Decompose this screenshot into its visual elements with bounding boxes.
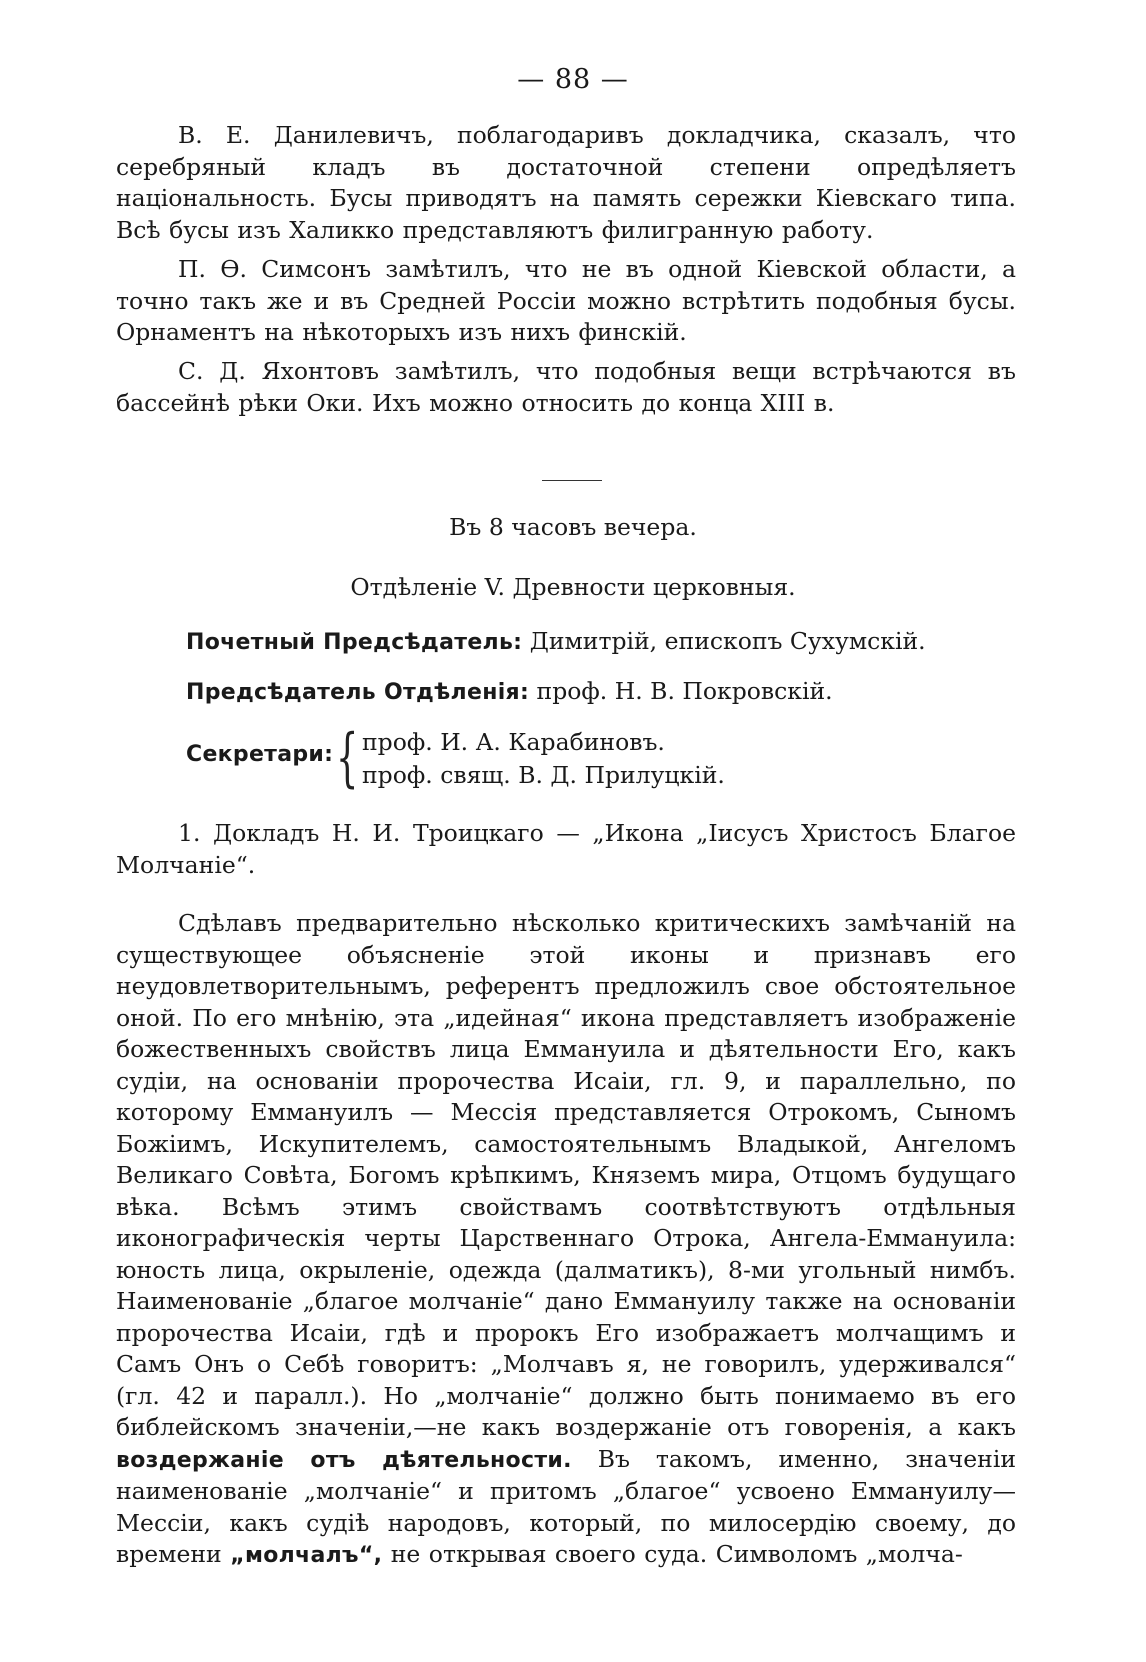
- report-body-part2: Въ такомъ, именно, значеніи наименованіе „молчаніе“ и притомъ „благое“ усвоено Еммануилу—Мессіи, какъ судіѣ народовъ, который, по милосердію своему, до времени: [116, 1444, 1016, 1568]
- secretaries-label: Секретари:: [186, 742, 334, 767]
- honorary-chair-name: Димитрій, епископъ Сухумскій.: [529, 627, 926, 655]
- paragraph-yakhontov: [116, 356, 1016, 419]
- chair-name: проф. Н. В. Покровскій.: [536, 677, 833, 705]
- report-body-emphasis-2: „молчалъ“,: [230, 1543, 383, 1568]
- section-heading: Отдѣленіе V. Древности церковныя.: [350, 573, 796, 601]
- report-body: [116, 908, 1016, 1572]
- session-time: Въ 8 часовъ вечера.: [449, 513, 697, 541]
- paragraph-simson: [116, 254, 1016, 349]
- page-number: — 88 —: [517, 64, 629, 95]
- paragraph-text: П. Ѳ. Симсонъ замѣтилъ, что не въ одной Кіевской области, а точно такъ же и въ Средней Россіи можно встрѣтить подобныя бусы. Орнаментъ на нѣкоторыхъ изъ нихъ финскій.: [116, 255, 1016, 346]
- report-body-part3: не открывая своего суда. Символомъ „молча-: [390, 1540, 963, 1568]
- brace-icon: {: [336, 721, 359, 795]
- secretary-name: проф. И. А. Карабиновъ.: [362, 728, 665, 756]
- secretary-name: проф. свящ. В. Д. Прилуцкій.: [362, 761, 725, 789]
- chair-label: Предсѣдатель Отдѣленія:: [186, 680, 530, 705]
- paragraph-text: В. Е. Данилевичъ, поблагодаривъ докладчика, сказалъ, что серебряный кладъ въ достаточной степени опредѣляетъ національность. Бусы приводятъ на память сережки Кіевскаго типа. Всѣ бусы изъ Халикко представляютъ филигранную работу.: [116, 121, 1016, 244]
- paragraph-text: С. Д. Яхонтовъ замѣтилъ, что подобныя вещи встрѣчаются въ бассейнѣ рѣки Оки. Ихъ можно относить до конца XIII в.: [116, 357, 1016, 417]
- honorary-chair-label: Почетный Предсѣдатель:: [186, 630, 523, 655]
- report-body-part1: Сдѣлавъ предварительно нѣсколько критическихъ замѣчаній на существующее объясненіе этой иконы и признавъ его неудовлетворительнымъ, референтъ предложилъ свое обстоятельное оной. По его мнѣнію, эта „идейная“ икона представляетъ изображеніе божественныхъ свойствъ лица Еммануила и дѣятельности Его, какъ судіи, на основаніи пророчества Исаіи, гл. 9, и параллельно, по которому Еммануилъ — Мессія представляется Отрокомъ, Сыномъ Божіимъ, Искупителемъ, самостоятельнымъ Владыкой, Ангеломъ Великаго Совѣта, Богомъ крѣпкимъ, Княземъ мира, Отцомъ будущаго вѣка. Всѣмъ этимъ свойствамъ соотвѣтствуютъ отдѣльныя иконографическія черты Царственнаго Отрока, Ангела-Еммануила: юность лица, окрыленіе, одежда (далматикъ), 8-ми угольный нимбъ. Наименованіе „благое молчаніе“ дано Еммануилу также на основаніи пророчества Исаіи, гдѣ и пророкъ Его изображаетъ молчащимъ и Самъ Онъ о Себѣ говоритъ: „Молчавъ я, не говорилъ, удерживался“ (гл. 42 и паралл.). Но „молчаніе“ должно быть понимаемо въ его библейскомъ значеніи,—не какъ воздержаніе отъ говоренія, а какъ: [116, 909, 1016, 1441]
- chair-line: [186, 676, 833, 709]
- paragraph-danilevich: [116, 120, 1016, 246]
- report-body-text: [116, 908, 1016, 1572]
- report-title-text: 1. Докладъ Н. И. Троицкаго — „Икона „Іисусъ Христосъ Благое Молчаніе“.: [116, 819, 1016, 879]
- section-divider: [542, 480, 602, 481]
- report-body-emphasis-1: воздержаніе отъ дѣятельности.: [116, 1447, 572, 1473]
- honorary-chair-line: [186, 626, 926, 659]
- report-title: [116, 818, 1016, 881]
- secretaries-list: [362, 726, 725, 792]
- secretaries-block: [186, 721, 886, 795]
